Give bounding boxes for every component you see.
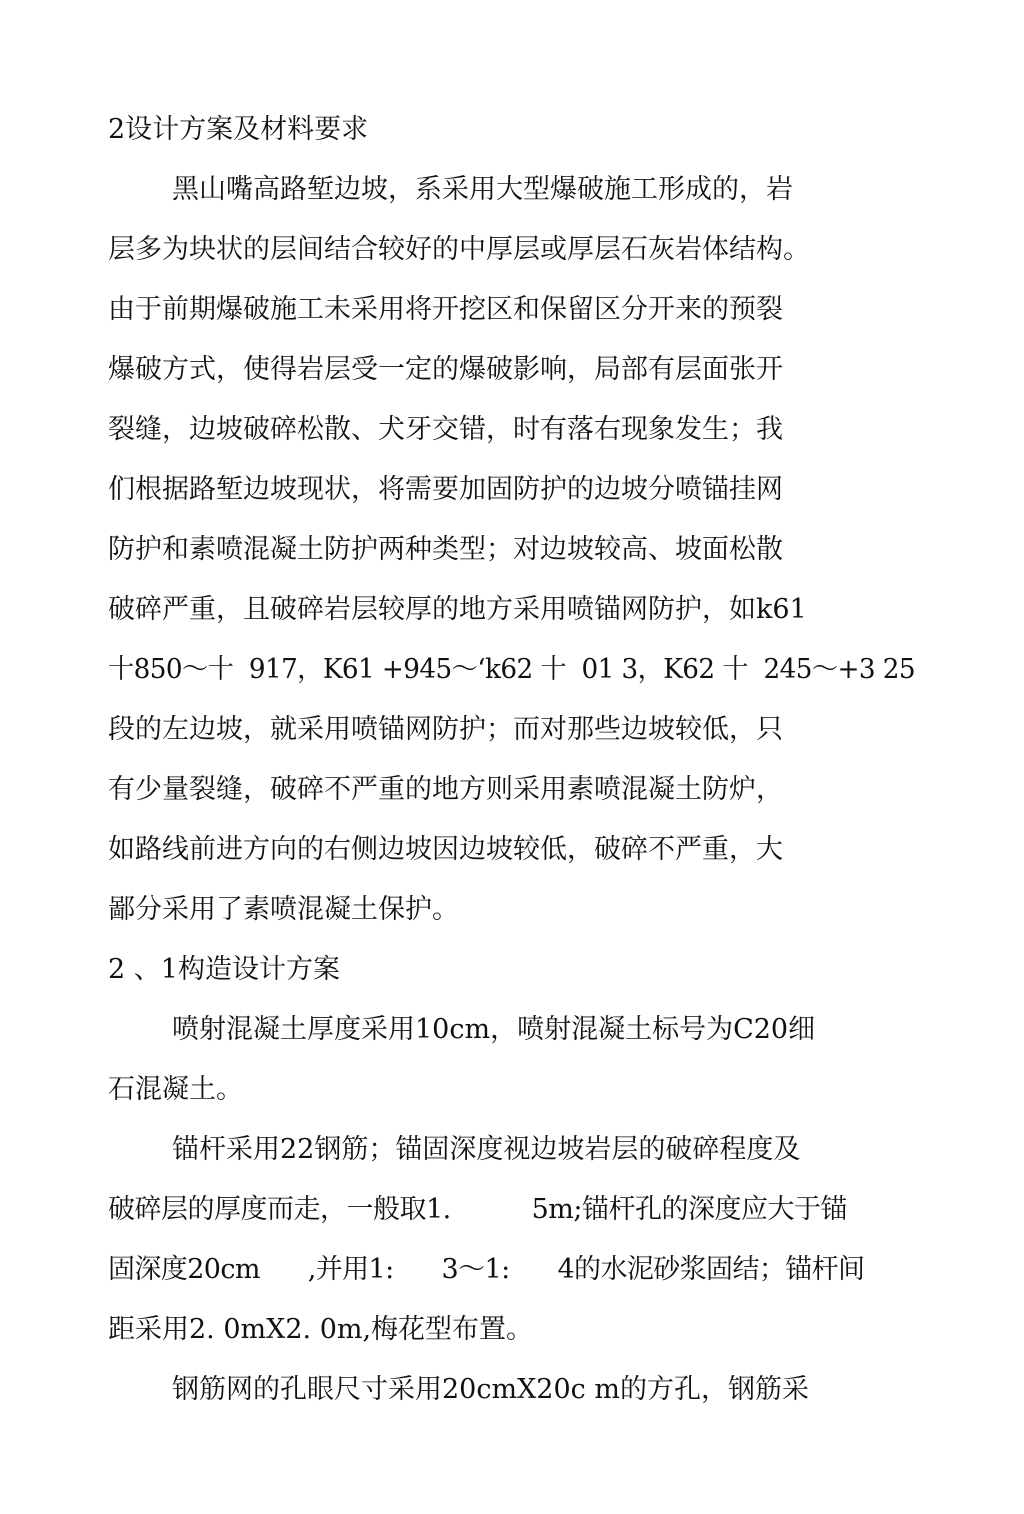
- paragraph-line: 段的左边坡，就采用喷锚网防护；而对那些边坡较低，只: [108, 714, 783, 745]
- paragraph-line: 锚杆采用22钢筋；锚固深度视边坡岩层的破碎程度及: [172, 1134, 801, 1165]
- paragraph-line: 十850～十 917，K61 +945～‘k62 十 01 3，K62 十 245～+3 25: [108, 654, 915, 685]
- paragraph-line: 有少量裂缝，破碎不严重的地方则采用素喷混凝土防炉，: [108, 774, 783, 805]
- paragraph-line: 鄙分采用了素喷混凝土保护。: [108, 894, 459, 925]
- paragraph-line: 黑山嘴高路堑边坡，系采用大型爆破施工形成的，岩: [172, 174, 793, 205]
- paragraph-line: 破碎层的厚度而走，一般取1. 5m;锚杆孔的深度应大于锚: [108, 1194, 847, 1225]
- paragraph-line: 层多为块状的层间结合较好的中厚层或厚层石灰岩体结构。: [108, 234, 810, 265]
- paragraph-line: 破碎严重，且破碎岩层较厚的地方采用喷锚网防护，如k61: [108, 594, 807, 625]
- paragraph-line: 由于前期爆破施工未采用将开挖区和保留区分开来的预裂: [108, 294, 783, 325]
- paragraph-line: 防护和素喷混凝土防护两种类型；对边坡较高、坡面松散: [108, 534, 783, 565]
- paragraph-line: 固深度20cm ,并用1: 3～1: 4的水泥砂浆固结；锚杆间: [108, 1254, 865, 1285]
- paragraph-line: 如路线前进方向的右侧边坡因边坡较低，破碎不严重，大: [108, 834, 783, 865]
- paragraph-line: 裂缝，边坡破碎松散、犬牙交错，时有落右现象发生；我: [108, 414, 783, 445]
- paragraph-line: 们根据路堑边坡现状，将需要加固防护的边坡分喷锚挂网: [108, 474, 783, 505]
- paragraph-line: 爆破方式，使得岩层受一定的爆破影响，局部有层面张开: [108, 354, 783, 385]
- paragraph-line: 石混凝土。: [108, 1074, 243, 1105]
- subsection-heading: 2 、1构造设计方案: [108, 954, 340, 985]
- section-heading: 2设计方案及材料要求: [108, 114, 369, 145]
- paragraph-line: 喷射混凝土厚度采用10cm，喷射混凝土标号为C20细: [172, 1014, 816, 1045]
- paragraph-line: 距采用2. 0mX2. 0m,梅花型布置。: [108, 1314, 534, 1345]
- paragraph-line: 钢筋网的孔眼尺寸采用20cmX20c m的方孔，钢筋采: [172, 1374, 809, 1405]
